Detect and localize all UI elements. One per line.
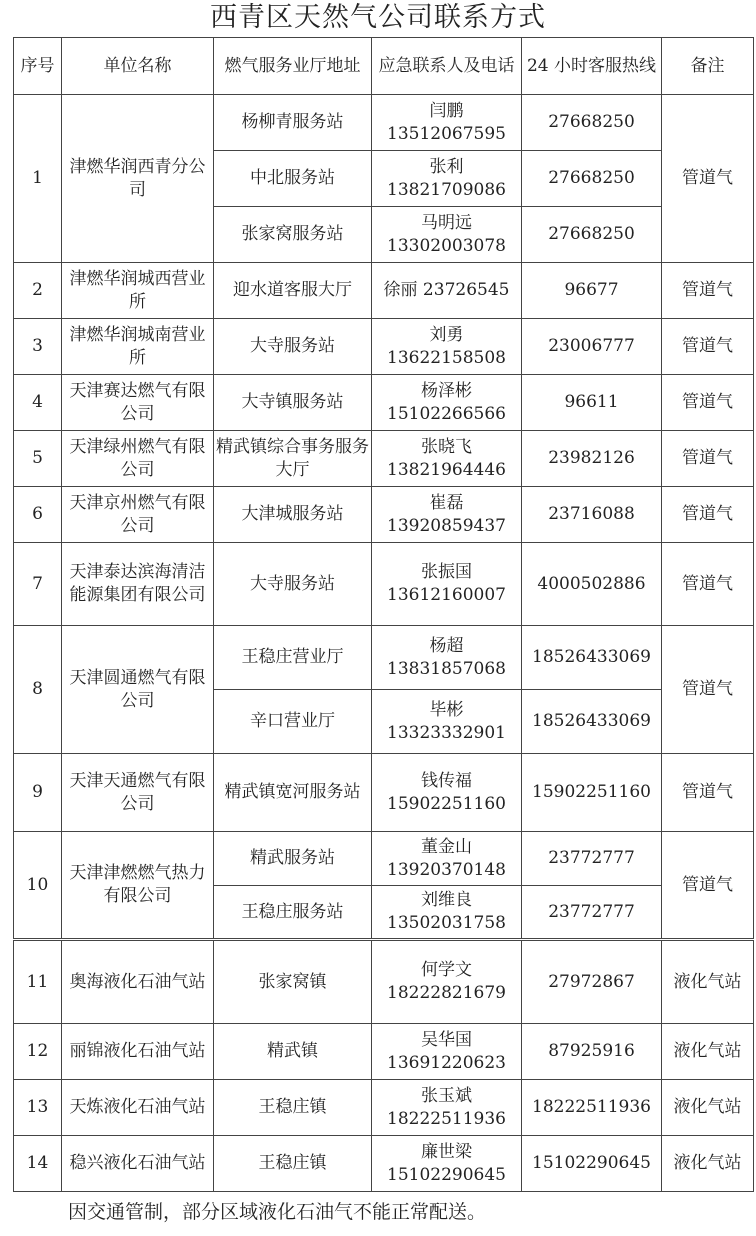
emergency-contact — [372, 263, 522, 319]
service-address: 张家窝镇 — [214, 940, 372, 1024]
service-address: 中北服务站 — [214, 151, 372, 207]
emergency-contact — [372, 626, 522, 690]
contact-name: 崔磊 — [429, 492, 464, 513]
emergency-contact — [372, 319, 522, 375]
note: 管道气 — [662, 319, 754, 375]
hotline: 18526433069 — [522, 690, 662, 754]
service-address: 王稳庄镇 — [214, 1080, 372, 1136]
row-number: 1 — [14, 95, 62, 263]
table-body — [14, 38, 754, 1192]
contact-name: 张振国 — [421, 562, 472, 582]
contact-name: 廉世梁 — [421, 1141, 472, 1162]
table-row — [14, 626, 754, 690]
contact-phone: 15902251160 — [387, 793, 506, 814]
note: 管道气 — [662, 754, 754, 832]
hotline: 27972867 — [522, 940, 662, 1024]
contact-phone: 13302003078 — [387, 235, 506, 256]
note: 液化气站 — [662, 1136, 754, 1192]
note: 管道气 — [662, 263, 754, 319]
note: 管道气 — [662, 431, 754, 487]
hotline: 96677 — [522, 263, 662, 319]
row-number: 14 — [14, 1136, 62, 1192]
row-number: 13 — [14, 1080, 62, 1136]
contact-name: 吴华国 — [421, 1029, 472, 1050]
table-row — [14, 263, 754, 319]
note: 液化气站 — [662, 940, 754, 1024]
note: 管道气 — [662, 543, 754, 626]
service-address: 王稳庄服务站 — [214, 886, 372, 940]
row-number: 5 — [14, 431, 62, 487]
contact-phone: 13821709086 — [387, 179, 506, 200]
contact-name: 张利 — [429, 156, 464, 177]
company-name: 天津泰达滨海清洁能源集团有限公司 — [62, 543, 214, 626]
note: 管道气 — [662, 95, 754, 263]
contact-phone: 13821964446 — [387, 459, 506, 480]
header-no: 序号 — [14, 38, 62, 95]
header-company: 单位名称 — [62, 38, 214, 95]
contact-name: 马明远 — [421, 212, 472, 233]
note: 管道气 — [662, 832, 754, 940]
hotline: 18222511936 — [522, 1080, 662, 1136]
table-row — [14, 375, 754, 431]
contact-name: 董金山 — [421, 836, 472, 857]
hotline: 15102290645 — [522, 1136, 662, 1192]
note: 管道气 — [662, 375, 754, 431]
row-number: 11 — [14, 940, 62, 1024]
row-number: 4 — [14, 375, 62, 431]
service-address: 张家窝服务站 — [214, 207, 372, 263]
emergency-contact — [372, 886, 522, 940]
note: 管道气 — [662, 626, 754, 754]
hotline: 27668250 — [522, 95, 662, 151]
service-address: 精武镇综合事务服务大厅 — [214, 431, 372, 487]
contact-name: 张玉斌 — [421, 1085, 472, 1106]
hotline: 23772777 — [522, 886, 662, 940]
contact-phone: 13622158508 — [387, 347, 506, 368]
emergency-contact — [372, 487, 522, 543]
contact-phone: 13512067595 — [387, 123, 506, 144]
table-row — [14, 1024, 754, 1080]
contact-name: 刘维良 — [421, 890, 472, 910]
contact-name: 刘勇 — [429, 324, 464, 345]
hotline: 4000502886 — [522, 543, 662, 626]
table-row — [14, 754, 754, 832]
company-name: 天炼液化石油气站 — [62, 1080, 214, 1136]
contact-phone: 13612160007 — [387, 585, 506, 605]
service-address: 大津城服务站 — [214, 487, 372, 543]
service-address: 精武镇宽河服务站 — [214, 754, 372, 832]
contact-phone: 13920370148 — [387, 859, 506, 880]
table-row — [14, 832, 754, 886]
contact-name: 杨泽彬 — [421, 380, 472, 401]
company-name: 天津绿州燃气有限公司 — [62, 431, 214, 487]
contact-name: 何学文 — [421, 960, 472, 980]
hotline: 23716088 — [522, 487, 662, 543]
hotline: 18526433069 — [522, 626, 662, 690]
service-address: 大寺服务站 — [214, 319, 372, 375]
service-address: 迎水道客服大厅 — [214, 263, 372, 319]
emergency-contact — [372, 754, 522, 832]
company-name: 天津京州燃气有限公司 — [62, 487, 214, 543]
contact-name: 闫鹏 — [429, 100, 464, 121]
table-row — [14, 431, 754, 487]
company-name: 津燃华润城南营业所 — [62, 319, 214, 375]
note: 液化气站 — [662, 1080, 754, 1136]
contact-phone: 13323332901 — [387, 722, 506, 743]
emergency-contact — [372, 940, 522, 1024]
header-contact: 应急联系人及电话 — [372, 38, 522, 95]
company-name: 天津天通燃气有限公司 — [62, 754, 214, 832]
contact-phone: 13691220623 — [387, 1052, 506, 1073]
table-row — [14, 1136, 754, 1192]
service-address: 王稳庄镇 — [214, 1136, 372, 1192]
hotline: 87925916 — [522, 1024, 662, 1080]
emergency-contact — [372, 431, 522, 487]
row-number: 3 — [14, 319, 62, 375]
hotline: 23772777 — [522, 832, 662, 886]
page-title: 西青区天然气公司联系方式 — [210, 2, 546, 33]
company-name: 丽锦液化石油气站 — [62, 1024, 214, 1080]
row-number: 7 — [14, 543, 62, 626]
note: 液化气站 — [662, 1024, 754, 1080]
hotline: 96611 — [522, 375, 662, 431]
hotline: 27668250 — [522, 151, 662, 207]
table-header-row — [14, 38, 754, 95]
service-address: 精武服务站 — [214, 832, 372, 886]
contact-table — [13, 37, 754, 1192]
row-number: 6 — [14, 487, 62, 543]
contact-name: 张晓飞 — [421, 436, 472, 457]
row-number: 2 — [14, 263, 62, 319]
header-address: 燃气服务业厅地址 — [214, 38, 372, 95]
table-row — [14, 940, 754, 1024]
company-name: 稳兴液化石油气站 — [62, 1136, 214, 1192]
row-number: 8 — [14, 626, 62, 754]
company-name: 津燃华润城西营业所 — [62, 263, 214, 319]
row-number: 9 — [14, 754, 62, 832]
emergency-contact — [372, 375, 522, 431]
table-row — [14, 543, 754, 626]
contact-phone: 18222821679 — [387, 983, 506, 1003]
contact-name: 杨超 — [429, 635, 464, 656]
table-row — [14, 319, 754, 375]
service-address: 大寺服务站 — [214, 543, 372, 626]
company-name: 奥海液化石油气站 — [62, 940, 214, 1024]
company-name: 天津赛达燃气有限公司 — [62, 375, 214, 431]
contact-phone: 13502031758 — [387, 913, 506, 933]
header-note: 备注 — [662, 38, 754, 95]
footer-note: 因交通管制，部分区域液化石油气不能正常配送。 — [68, 1201, 487, 1223]
contact-phone: 18222511936 — [387, 1108, 506, 1129]
emergency-contact — [372, 1080, 522, 1136]
hotline: 23006777 — [522, 319, 662, 375]
contact-phone: 13831857068 — [387, 658, 506, 679]
contact-name: 毕彬 — [429, 699, 464, 720]
emergency-contact — [372, 151, 522, 207]
contact-name: 徐丽 23726545 — [383, 280, 510, 300]
emergency-contact — [372, 1024, 522, 1080]
emergency-contact — [372, 95, 522, 151]
hotline: 23982126 — [522, 431, 662, 487]
table-row — [14, 95, 754, 151]
company-name: 天津津燃燃气热力有限公司 — [62, 832, 214, 940]
note: 管道气 — [662, 487, 754, 543]
hotline: 15902251160 — [522, 754, 662, 832]
emergency-contact — [372, 207, 522, 263]
table-row — [14, 487, 754, 543]
emergency-contact — [372, 832, 522, 886]
header-hotline: 24 小时客服热线 — [522, 38, 662, 95]
service-address: 杨柳青服务站 — [214, 95, 372, 151]
emergency-contact — [372, 543, 522, 626]
hotline: 27668250 — [522, 207, 662, 263]
contact-name: 钱传福 — [421, 770, 472, 791]
row-number: 12 — [14, 1024, 62, 1080]
contact-phone: 15102290645 — [387, 1164, 506, 1185]
contact-phone: 13920859437 — [387, 515, 506, 536]
row-number: 10 — [14, 832, 62, 940]
emergency-contact — [372, 690, 522, 754]
service-address: 辛口营业厅 — [214, 690, 372, 754]
service-address: 王稳庄营业厅 — [214, 626, 372, 690]
company-name: 天津圆通燃气有限公司 — [62, 626, 214, 754]
service-address: 精武镇 — [214, 1024, 372, 1080]
emergency-contact — [372, 1136, 522, 1192]
contact-phone: 15102266566 — [387, 403, 506, 424]
table-row — [14, 1080, 754, 1136]
service-address: 大寺镇服务站 — [214, 375, 372, 431]
company-name: 津燃华润西青分公司 — [62, 95, 214, 263]
